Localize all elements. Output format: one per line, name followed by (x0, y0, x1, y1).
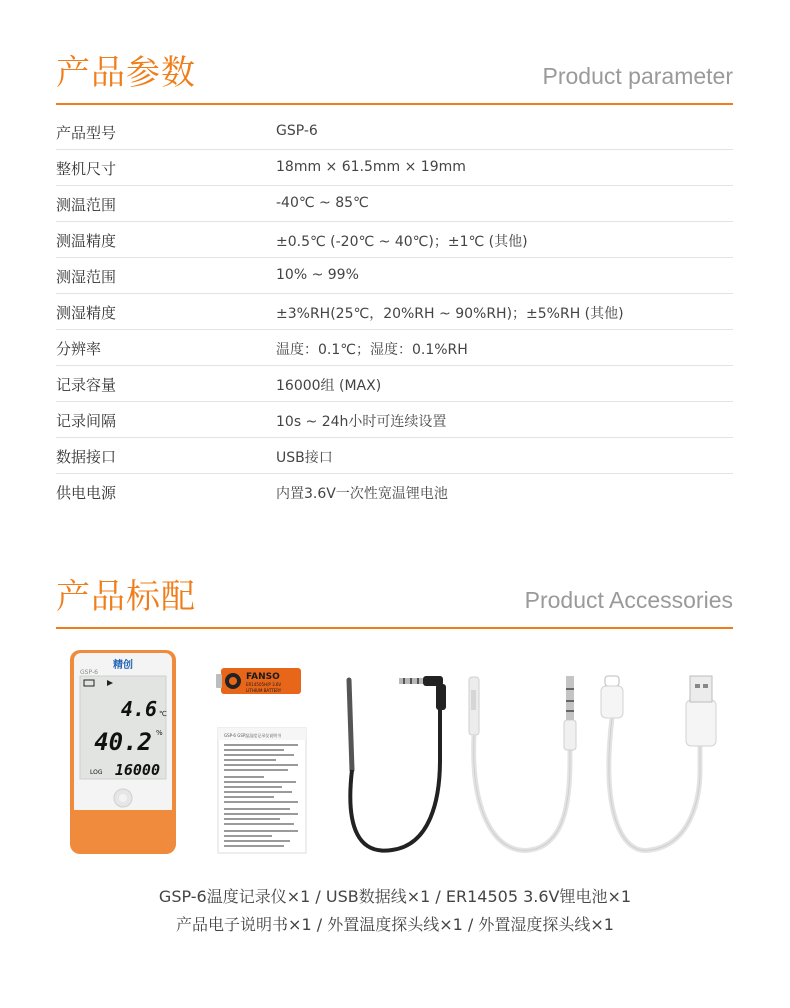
param-divider (56, 103, 733, 105)
param-row (56, 186, 733, 222)
param-key: 供电电源 (56, 484, 117, 502)
param-key: 整机尺寸 (56, 160, 117, 178)
param-row (56, 402, 733, 438)
param-value: -40℃ ~ 85℃ (276, 195, 369, 211)
param-row (56, 438, 733, 474)
acc-title-en: Product Accessories (524, 587, 733, 613)
battery (216, 668, 301, 694)
param-row (56, 222, 733, 258)
battery-brand: FANSO (246, 672, 280, 682)
param-value: 16000组 (MAX) (276, 378, 382, 394)
acc-section-header (56, 574, 733, 624)
battery-type: LITHIUM BATTERY (246, 688, 282, 693)
param-key: 产品型号 (56, 124, 117, 142)
humidity-probe (469, 676, 576, 850)
manual-title: GSP-6 GSP温湿度记录仪说明书 (224, 733, 282, 738)
param-row (56, 294, 733, 330)
device-temp-unit: ℃ (159, 710, 167, 718)
param-title-cn: 产品参数 (56, 53, 196, 93)
acc-title-cn: 产品标配 (56, 577, 196, 617)
param-key: 测温精度 (56, 232, 117, 250)
accessories-illustration (0, 640, 790, 870)
device-hum-unit: % (156, 729, 163, 737)
param-value: 18mm × 61.5mm × 19mm (276, 159, 466, 175)
param-row (56, 474, 733, 510)
param-value: ±0.5℃ (-20℃ ~ 40℃)；±1℃ (其他) (276, 234, 528, 250)
param-value: 10% ~ 99% (276, 267, 359, 283)
param-table (56, 114, 733, 510)
accessories-caption-line1: GSP-6温度记录仪×1 / USB数据线×1 / ER14505 3.6V锂电池×1 (158, 887, 632, 906)
param-title-en: Product parameter (542, 63, 733, 89)
param-value: GSP-6 (276, 123, 318, 139)
param-row (56, 114, 733, 150)
acc-divider (56, 627, 733, 629)
param-key: 记录间隔 (56, 412, 117, 430)
battery-model: ER14505H/P 3.6V (246, 682, 282, 687)
usb-cable (601, 676, 716, 850)
param-key: 分辨率 (56, 340, 102, 358)
temperature-probe (349, 676, 446, 851)
param-row (56, 258, 733, 294)
device-model: GSP-6 (80, 669, 98, 676)
param-key: 记录容量 (56, 376, 117, 394)
device-temp: 4.6 (120, 697, 157, 721)
param-value: USB接口 (276, 450, 333, 466)
param-value: 内置3.6V一次性宽温锂电池 (276, 486, 448, 502)
param-value: 温度：0.1℃；湿度：0.1%RH (276, 342, 468, 358)
param-section-header (56, 50, 733, 100)
param-value: 10s ~ 24h小时可连续设置 (276, 414, 447, 430)
param-key: 测温范围 (56, 196, 117, 214)
param-value: ±3%RH(25℃，20%RH ~ 90%RH)；±5%RH (其他) (276, 306, 624, 322)
device-hum: 40.2 (94, 728, 152, 756)
param-key: 数据接口 (56, 448, 117, 466)
param-row (56, 330, 733, 366)
device-log-count: 16000 (114, 761, 160, 779)
device-log-label: LOG (90, 769, 103, 776)
param-key: 测湿范围 (56, 268, 117, 286)
accessories-caption-line2: 产品电子说明书×1 / 外置温度探头线×1 / 外置湿度探头线×1 (176, 915, 614, 934)
param-row (56, 366, 733, 402)
manual-document (218, 728, 306, 853)
data-logger-device (70, 650, 176, 854)
param-row (56, 150, 733, 186)
device-brand: 精创 (113, 660, 133, 671)
param-key: 测湿精度 (56, 304, 117, 322)
